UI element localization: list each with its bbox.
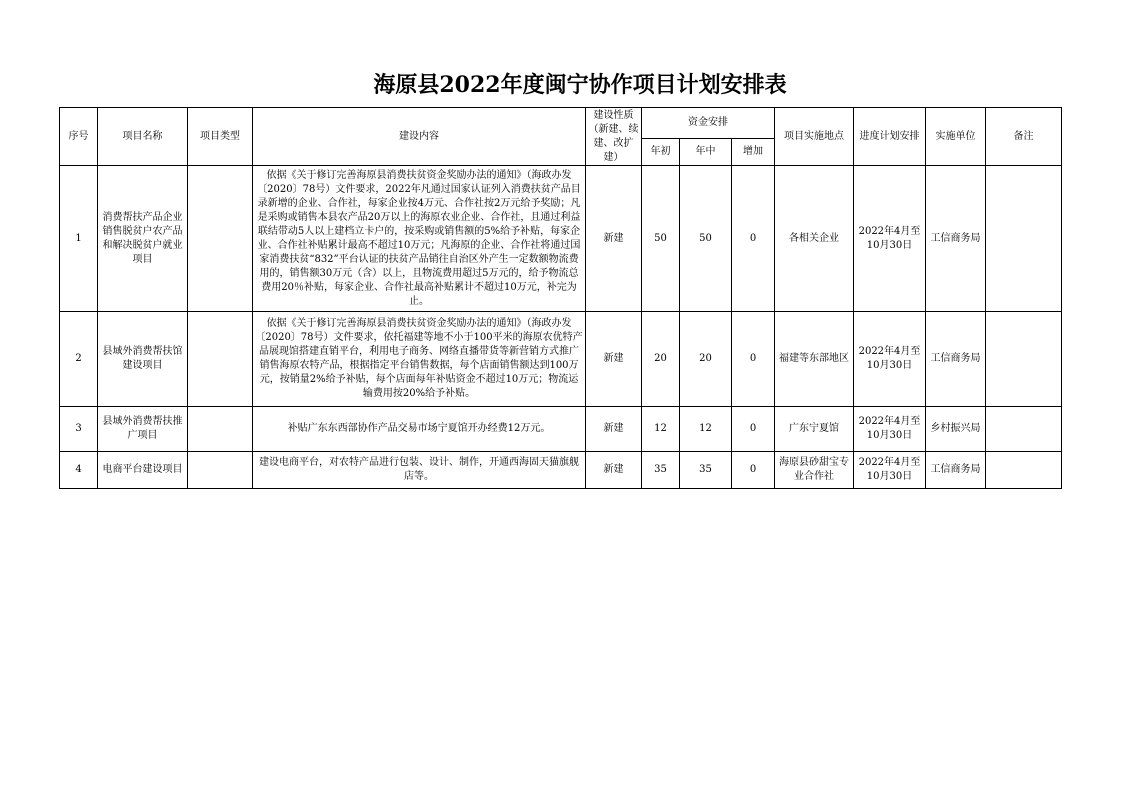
row-remark xyxy=(986,407,1062,452)
header-increase: 增加 xyxy=(732,139,775,166)
row-unit: 工信商务局 xyxy=(926,312,986,407)
row-content: 依据《关于修订完善海原县消费扶贫资金奖励办法的通知》（海政办发〔2020〕78号）文件要求，依托福建等地不小于100平米的海原农优特产品展现馆搭建直销平台，利用电子商务、网络直播带货等新营销方式推广销售海原农特产品，根据指定平台销售数据，每个店面销售额达到100万元，按销量2%给予补贴，每个店面每年补贴资金不超过10万元；物流运输费用按20%给予补贴。 xyxy=(253,312,586,407)
row-early: 12 xyxy=(642,407,680,452)
row-unit: 乡村振兴局 xyxy=(926,407,986,452)
header-schedule: 进度计划安排 xyxy=(854,108,926,166)
header-early: 年初 xyxy=(642,139,680,166)
row-remark xyxy=(986,452,1062,489)
header-remark: 备注 xyxy=(986,108,1062,166)
row-content: 依据《关于修订完善海原县消费扶贫资金奖励办法的通知》（海政办发〔2020〕78号）文件要求，2022年凡通过国家认证列入消费扶贫产品目录新增的企业、合作社，每家企业按4万元、合作社按2万元给予奖励；凡是采购或销售本县农产品20万以上的海原农业企业、合作社，且通过利益联结带动5人以上建档立卡户的，按采购或销售额的5%给予补贴，每家企业、合作社补贴累计最高不超过10万元；凡海原的企业、合作社将通过国家消费扶贫“832”平台认证的扶贫产品销往自治区外产生一定数额物流费用的，销售额30万元（含）以上，且物流费用超过5万元的，给予物流总费用20％补贴，每家企业、合作社最高补贴累计不超过10万元，补完为止。 xyxy=(253,166,586,312)
row-schedule: 2022年4月至10月30日 xyxy=(854,452,926,489)
row-increase: 0 xyxy=(732,166,775,312)
row-schedule: 2022年4月至10月30日 xyxy=(854,312,926,407)
row-unit: 工信商务局 xyxy=(926,166,986,312)
header-location: 项目实施地点 xyxy=(775,108,854,166)
table-row xyxy=(60,407,1062,452)
row-early: 50 xyxy=(642,166,680,312)
row-unit: 工信商务局 xyxy=(926,452,986,489)
row-mid: 12 xyxy=(680,407,732,452)
row-location: 福建等东部地区 xyxy=(775,312,854,407)
row-index: 1 xyxy=(60,166,98,312)
row-location: 广东宁夏馆 xyxy=(775,407,854,452)
row-remark xyxy=(986,312,1062,407)
row-increase: 0 xyxy=(732,312,775,407)
row-mid: 20 xyxy=(680,312,732,407)
header-index: 序号 xyxy=(60,108,98,166)
row-early: 20 xyxy=(642,312,680,407)
page-title: 海原县2022年度闽宁协作项目计划安排表 xyxy=(373,72,787,98)
row-type xyxy=(188,452,253,489)
row-increase: 0 xyxy=(732,452,775,489)
row-index: 3 xyxy=(60,407,98,452)
header-unit: 实施单位 xyxy=(926,108,986,166)
row-location: 各相关企业 xyxy=(775,166,854,312)
row-name: 消费帮扶产品企业销售脱贫户农产品和解决脱贫户就业项目 xyxy=(98,166,188,312)
header-funding: 资金安排 xyxy=(642,108,775,139)
header-nature: 建设性质（新建、续建、改扩建） xyxy=(586,108,642,166)
header-mid: 年中 xyxy=(680,139,732,166)
row-index: 4 xyxy=(60,452,98,489)
header-row xyxy=(60,108,1062,139)
row-location: 海原县砂甜宝专业合作社 xyxy=(775,452,854,489)
row-index: 2 xyxy=(60,312,98,407)
row-nature: 新建 xyxy=(586,407,642,452)
row-type xyxy=(188,407,253,452)
row-schedule: 2022年4月至10月30日 xyxy=(854,407,926,452)
table-row xyxy=(60,166,1062,312)
row-name: 县域外消费帮扶馆建设项目 xyxy=(98,312,188,407)
row-name: 电商平台建设项目 xyxy=(98,452,188,489)
header-name: 项目名称 xyxy=(98,108,188,166)
row-nature: 新建 xyxy=(586,166,642,312)
row-nature: 新建 xyxy=(586,312,642,407)
table-row xyxy=(60,452,1062,489)
row-remark xyxy=(986,166,1062,312)
row-mid: 50 xyxy=(680,166,732,312)
row-type xyxy=(188,312,253,407)
row-increase: 0 xyxy=(732,407,775,452)
header-type: 项目类型 xyxy=(188,108,253,166)
row-nature: 新建 xyxy=(586,452,642,489)
plan-table xyxy=(59,107,1062,489)
row-early: 35 xyxy=(642,452,680,489)
header-content: 建设内容 xyxy=(253,108,586,166)
row-schedule: 2022年4月至10月30日 xyxy=(854,166,926,312)
row-content: 建设电商平台，对农特产品进行包装、设计、制作，开通西海固天猫旗舰店等。 xyxy=(253,452,586,489)
row-content: 补贴广东东西部协作产品交易市场宁夏馆开办经费12万元。 xyxy=(253,407,586,452)
row-name: 县域外消费帮扶推广项目 xyxy=(98,407,188,452)
row-type xyxy=(188,166,253,312)
row-mid: 35 xyxy=(680,452,732,489)
table-row xyxy=(60,312,1062,407)
